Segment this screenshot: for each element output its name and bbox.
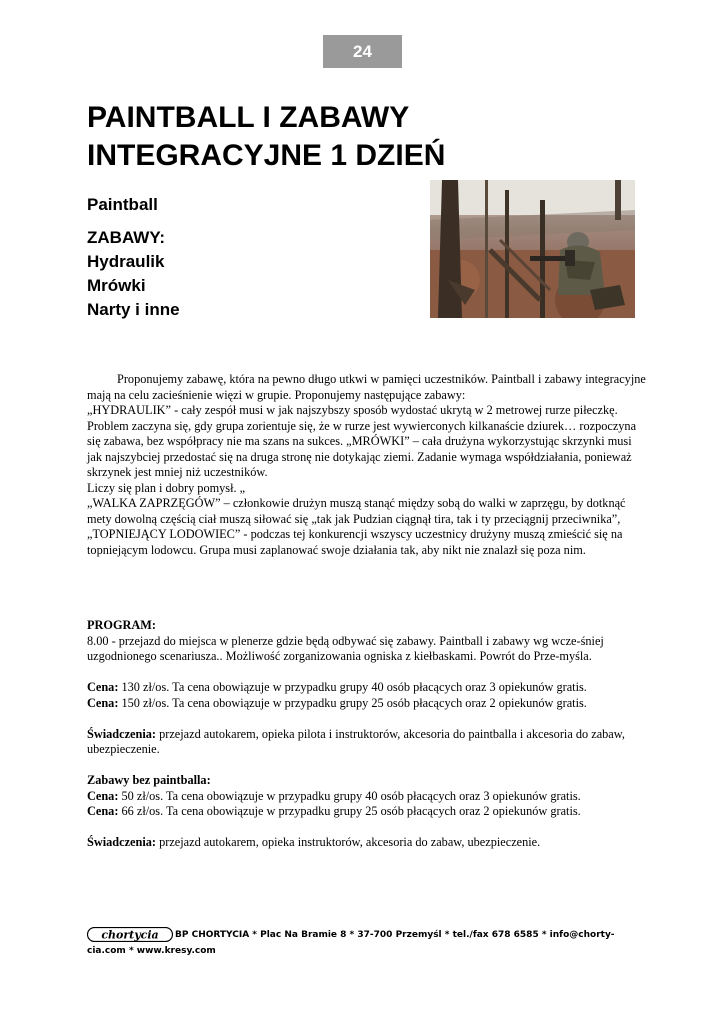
footer-line-1: BP CHORTYCIA * Plac Na Bramie 8 * 37-700 Przemyśl * tel./fax 678 6585 * info@chorty-	[175, 930, 615, 940]
price-label: Cena:	[87, 680, 119, 694]
program-heading: PROGRAM:	[87, 618, 156, 632]
footer	[87, 927, 647, 959]
program-text: 8.00 - przejazd do miejsca w plenerze gdzie będą odbywać się zabawy. Paintball i zabawy wg wcze-śniej uzgodnionego scenariusza.. Możliwość zorganizowania ogniska z kiełbaskami. Powrót do Prze-myśla.	[87, 633, 604, 663]
footer-line-2: cia.com * www.kresy.com	[87, 946, 216, 956]
games-list	[87, 226, 180, 322]
page-number: 24	[323, 35, 402, 68]
services-label: Świadczenia:	[87, 835, 156, 849]
services-text: przejazd autokarem, opieka pilota i instruktorów, akcesoria do paintballa i akcesoria do zabaw, ubezpieczenie.	[87, 726, 625, 756]
subtitle: Paintball	[87, 195, 158, 214]
intro-paragraph: „HYDRAULIK” - cały zespół musi w jak najszybszy sposób wydostać ukrytą w 2 metrowej rurze piłeczkę. Problem zaczyna się, gdy grupa zorientuje się, że w rurze jest wywierconych kilkanaście dziurek… rozpoczyna się zabawa, bez współpracy nie ma szans na sukces. „MRÓWKI” – cała drużyna wykorzystując skrzynki musi jak najszybciej przedostać się na druga stronę nie dotykając ziemi. Zadanie wymaga współdziałania, ponieważ skrzynek jest mniej niż uczestników.	[87, 403, 637, 479]
price-label: Cena:	[87, 788, 119, 803]
program-section	[87, 618, 647, 851]
page-title	[87, 99, 647, 175]
no-paintball-heading: Zabawy bez paintballa:	[87, 773, 211, 787]
intro-paragraph: Proponujemy zabawę, która na pewno długo utkwi w pamięci uczestników. Paintball i zabawy integracyjne mają na celu zacieśnienie więzi w grupie. Proponujemy następujące zabawy:	[87, 372, 646, 402]
services-line	[87, 835, 647, 851]
intro-paragraph: Liczy się plan i dobry pomysł. „	[87, 480, 246, 495]
services-line	[87, 727, 647, 758]
price-line	[87, 789, 647, 805]
games-heading: ZABAWY:	[87, 228, 166, 247]
price-value: 66 zł/os. Ta cena obowiązuje w przypadku grupy 25 osób płacących oraz 2 opiekunów gratis.	[121, 804, 581, 818]
price-label: Cena:	[87, 695, 119, 710]
price-value: 50 zł/os. Ta cena obowiązuje w przypadku grupy 40 osób płacących oraz 3 opiekunów gratis.	[121, 788, 581, 803]
logo-text: chortycia	[101, 928, 159, 942]
price-line	[87, 696, 647, 712]
price-line	[87, 804, 647, 820]
price-value: 130 zł/os. Ta cena obowiązuje w przypadku grupy 40 osób płacących oraz 3 opiekunów gratis.	[121, 680, 587, 694]
game-item: Hydraulik	[87, 252, 165, 271]
title-line-2: INTEGRACYJNE 1 DZIEŃ	[87, 139, 446, 172]
services-text: przejazd autokarem, opieka instruktorów, akcesoria do zabaw, ubezpieczenie.	[159, 835, 541, 849]
intro-paragraph: „TOPNIEJĄCY LODOWIEC” - podczas tej konkurencji wszyscy uczestnicy drużyny muszą zmieścić się na topniejącym lodowcu. Grupa musi zaplanować swoje działania tak, aby nikt nie znalazł się poza nim.	[87, 527, 623, 557]
price-line	[87, 680, 647, 696]
chortycia-logo	[87, 927, 173, 942]
intro-paragraph: „WALKA ZAPRZĘGÓW” – członkowie drużyn muszą stanąć między sobą do walki w zaprzęgu, by dotknąć mety dowolną częścią ciał muszą siłować się „tak jak Pudzian ciągnął tira, tak i ty przeciągnij przeciwnika”,	[87, 496, 626, 526]
intro-text	[87, 372, 647, 558]
price-label: Cena:	[87, 804, 119, 818]
services-label: Świadczenia:	[87, 726, 156, 741]
title-line-1: PAINTBALL I ZABAWY	[87, 101, 410, 134]
paintball-photo	[430, 180, 635, 318]
game-item: Mrówki	[87, 276, 146, 295]
price-value: 150 zł/os. Ta cena obowiązuje w przypadku grupy 25 osób płacących oraz 2 opiekunów gratis.	[121, 695, 587, 710]
game-item: Narty i inne	[87, 300, 180, 319]
